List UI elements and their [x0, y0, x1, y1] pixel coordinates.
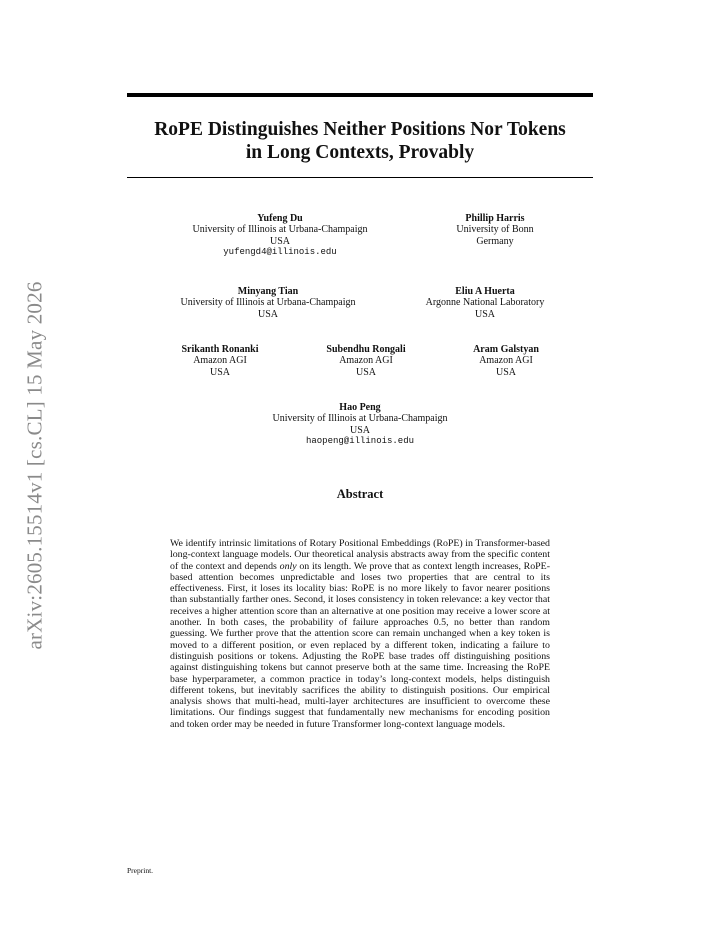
author-country: USA: [355, 366, 376, 378]
author-affiliation: Amazon AGI: [479, 355, 533, 367]
author-block: [446, 344, 566, 378]
author-email: yufengd4@illinois.edu: [223, 247, 337, 258]
author-country: USA: [209, 366, 230, 378]
author-block: [420, 213, 570, 247]
author-name: Phillip Harris: [465, 213, 525, 224]
author-country: USA: [495, 366, 516, 378]
author-name: Hao Peng: [339, 402, 381, 413]
author-affiliation: University of Illinois at Urbana-Champaign: [272, 413, 448, 425]
author-affiliation: University of Illinois at Urbana-Champaign: [192, 224, 368, 236]
author-name: Aram Galstyan: [473, 344, 539, 355]
author-affiliation: University of Illinois at Urbana-Champaign: [180, 297, 356, 309]
paper-title-line-1: RoPE Distinguishes Neither Positions Nor Tokens: [154, 119, 566, 140]
paper-title: [127, 118, 593, 164]
author-affiliation: University of Bonn: [456, 224, 534, 236]
author-block: [170, 213, 390, 259]
author-affiliation: Argonne National Laboratory: [425, 297, 545, 309]
author-block: [230, 402, 490, 448]
title-top-rule: [127, 93, 593, 97]
author-name: Yufeng Du: [257, 213, 303, 224]
author-name: Eliu A Huerta: [455, 286, 515, 297]
author-affiliation: Amazon AGI: [193, 355, 247, 367]
author-country: USA: [269, 235, 290, 247]
author-affiliation: Amazon AGI: [339, 355, 393, 367]
author-block: [160, 344, 280, 378]
author-block: [306, 344, 426, 378]
author-name: Subendhu Rongali: [326, 344, 406, 355]
abstract-heading: Abstract: [336, 487, 384, 501]
author-block: [405, 286, 565, 320]
author-country: USA: [474, 308, 495, 320]
paper-title-line-2: in Long Contexts, Provably: [245, 142, 475, 163]
author-country: USA: [349, 424, 370, 436]
author-name: Srikanth Ronanki: [181, 344, 259, 355]
author-email: haopeng@illinois.edu: [305, 436, 415, 447]
title-bottom-rule: [127, 177, 593, 178]
arxiv-identifier-text: arXiv:2605.15514v1 [cs.CL] 15 May 2026: [22, 280, 47, 650]
abstract-text-start: We identify intrinsic limitations of Rotary Positional Embeddings (RoPE) in Transformer-based long-context language models. Our theoretical analysis abstracts away from the specific content of the context and depends: [170, 538, 550, 572]
arxiv-identifier-stamp: [2, 255, 68, 675]
abstract-body: [170, 538, 550, 730]
author-country: USA: [257, 308, 278, 320]
author-country: Germany: [476, 235, 514, 247]
abstract-emphasis: only: [279, 560, 297, 572]
author-block: [158, 286, 378, 320]
preprint-footnote: Preprint.: [127, 866, 154, 875]
author-name: Minyang Tian: [237, 286, 299, 297]
abstract-text-end: on its length. We prove that as context length increases, RoPE-based attention becomes unpredictable and loses two properties that are central to its effectiveness. First, it loses its locality bias: RoPE is no more likely to favor nearer positions than substantially farther ones. Second, it loses consistency in token relevance: a key vector that receives a higher attention score than an alternative at one position may receive a lower score at another. In both cases, the probability of failure approaches 0.5, no better than random guessing. We further prove that the attention score can remain unchanged when a key token is moved to a different position, or even replaced by a different token, indicating a failure to distinguish positions or tokens. Adjusting the RoPE base trades off distinguishing positions against distinguishing tokens but cannot preserve both at the same time. Increasing the RoPE base hyperparameter, a common practice in today’s long-context models, helps distinguish different tokens, but inevitably sacrifices the ability to distinguish positions. Our empirical analysis shows that multi-head, multi-layer architectures are insufficient to overcome these limitations. Our findings suggest that fundamentally new mechanisms for encoding position and token order may be needed in future Transformer long-context language models.: [170, 560, 550, 730]
